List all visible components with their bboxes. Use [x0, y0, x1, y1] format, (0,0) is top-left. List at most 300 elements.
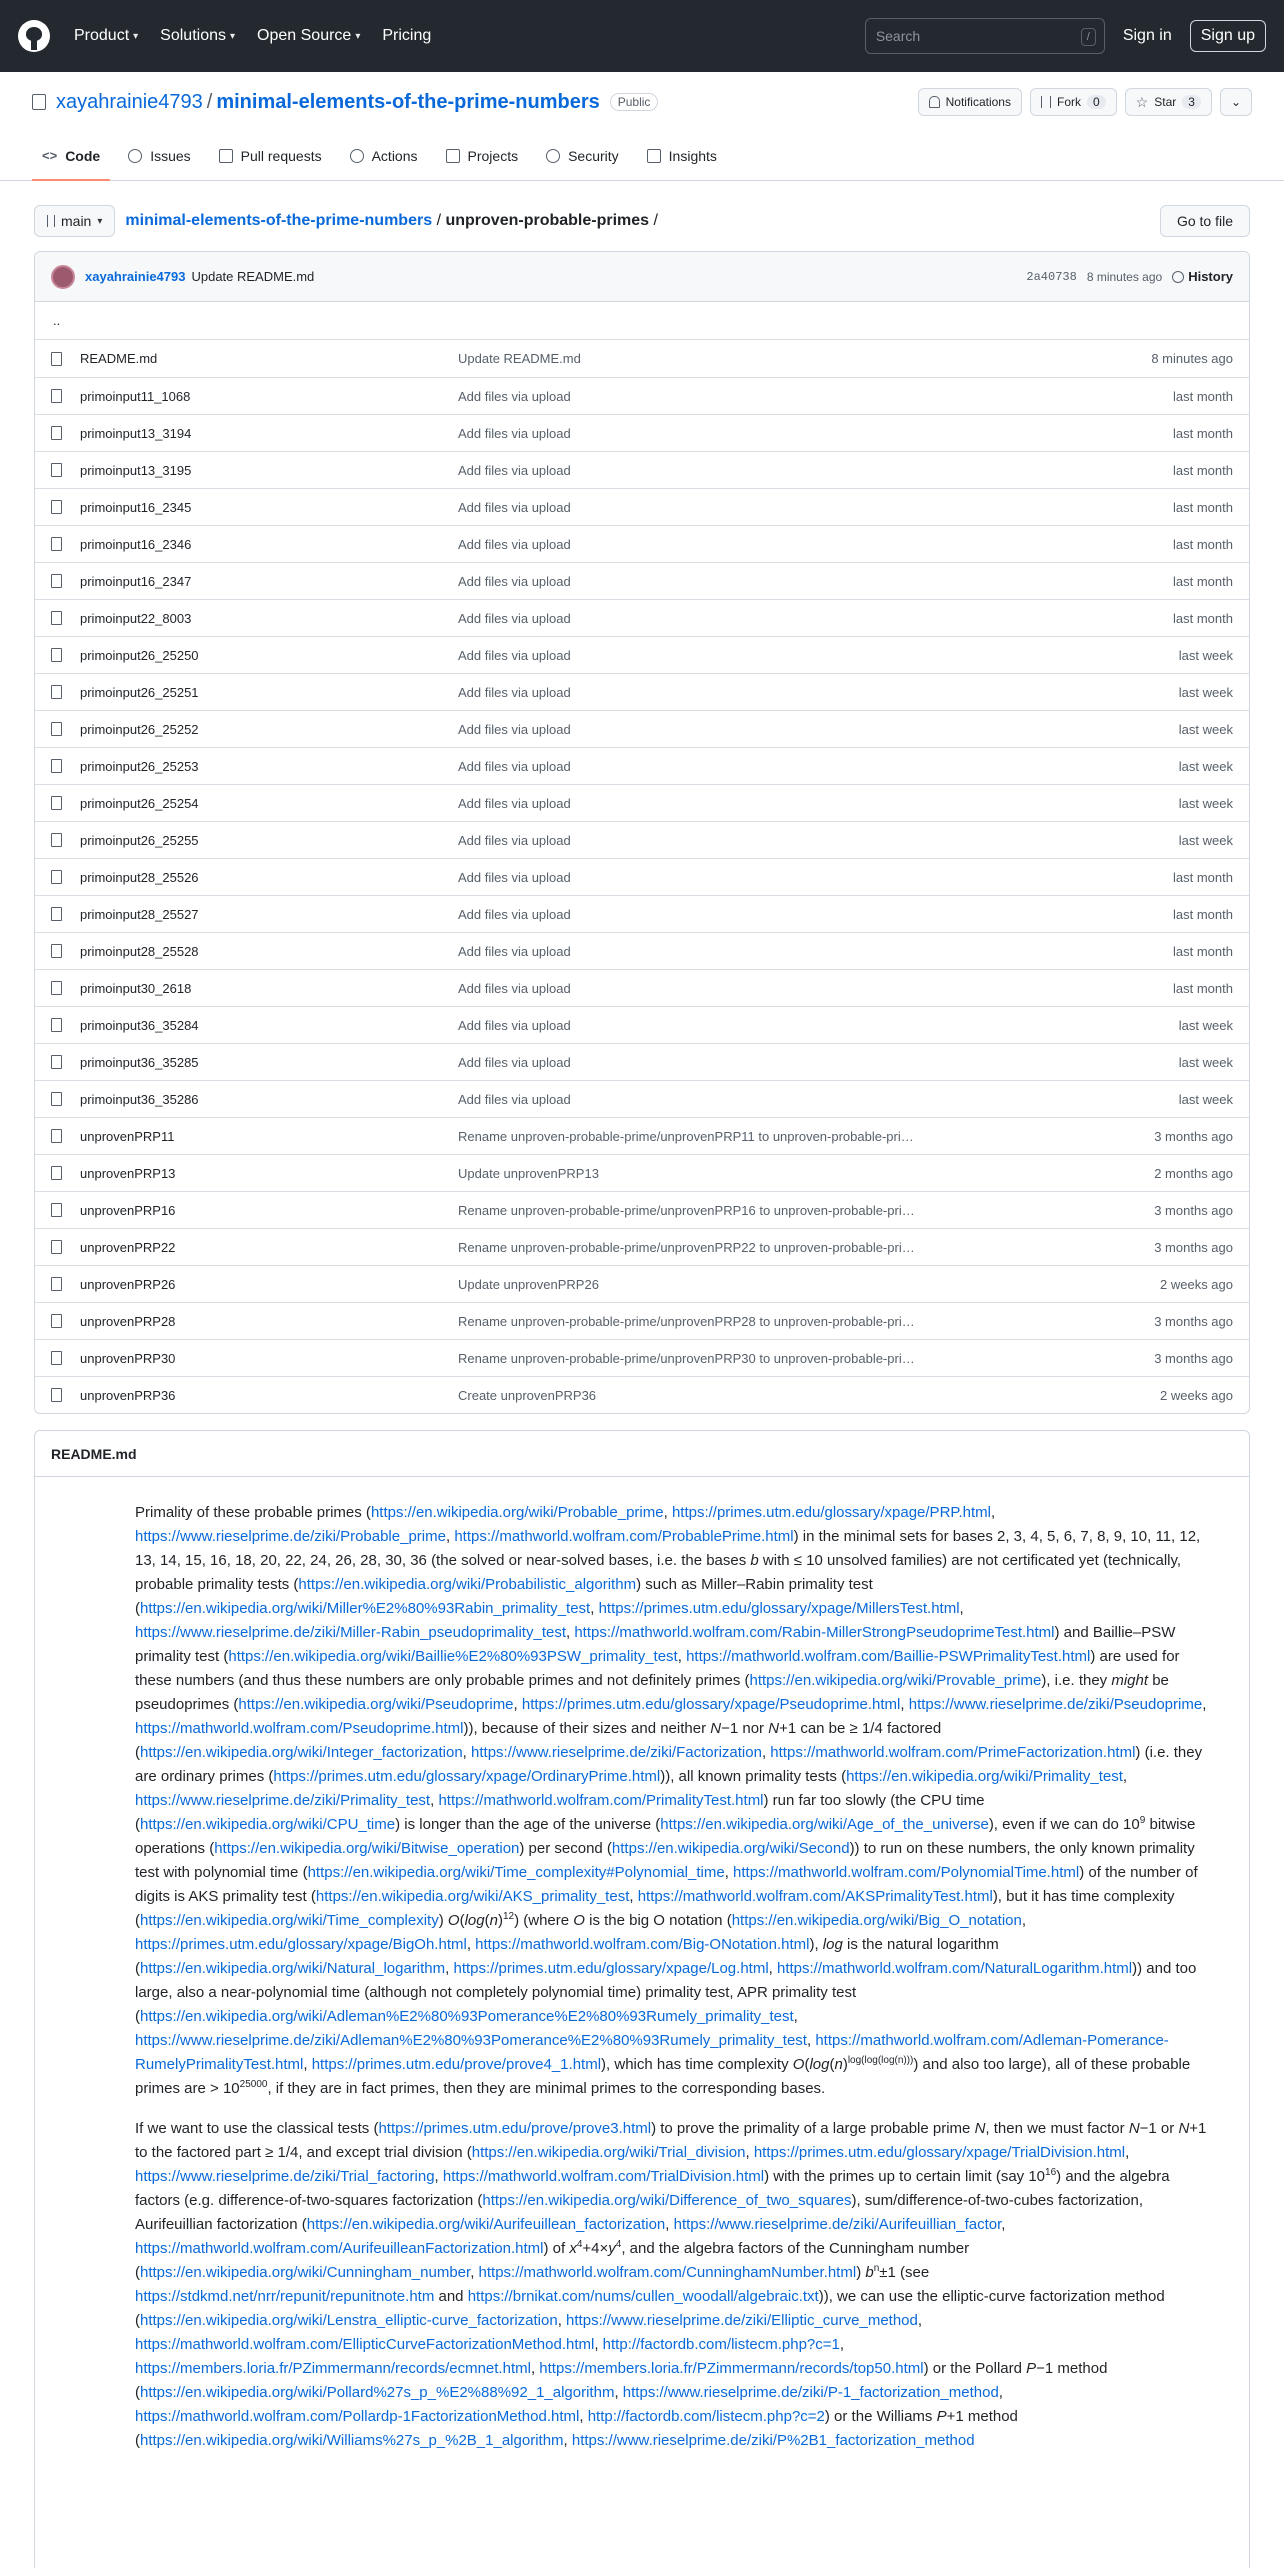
readme-text: ,: [793, 2008, 798, 2025]
file-icon: [51, 1092, 62, 1106]
readme-superscript: 4: [615, 2239, 622, 2250]
readme-link[interactable]: https://en.wikipedia.org/wiki/Miller%E2%80%93Rabin_primality_test: [140, 1600, 591, 1617]
readme-text: ,: [990, 1504, 996, 1521]
readme-italic-text: might: [1111, 1672, 1149, 1689]
breadcrumb: [125, 212, 658, 230]
readme-link[interactable]: https://stdkmd.net/nrr/repunit/repunitnote.htm: [135, 2288, 435, 2305]
file-name-link[interactable]: unprovenPRP16: [80, 1202, 176, 1218]
readme-link[interactable]: https://primes.utm.edu/glossary/xpage/Pseudoprime.html: [521, 1696, 901, 1713]
readme-superscript: log(log(log(n))): [847, 2055, 914, 2066]
table-row[interactable]: [35, 1265, 1249, 1302]
readme-text: ), which has time complexity: [601, 2056, 793, 2073]
readme-link[interactable]: https://www.rieselprime.de/ziki/Adleman%E2%80%93Pomerance%E2%80%93Rumely_primality_test: [135, 2032, 807, 2049]
table-row[interactable]: [35, 784, 1249, 821]
readme-link[interactable]: https://mathworld.wolfram.com/Baillie-PSWPrimalityTest.html: [686, 1648, 1091, 1665]
readme-text: ,: [614, 2384, 623, 2401]
file-name-link[interactable]: unprovenPRP22: [80, 1239, 176, 1255]
readme-text: ,: [445, 1960, 454, 1977]
tab-pull-requests[interactable]: Pull requests: [209, 132, 332, 180]
file-age: last month: [1173, 943, 1233, 959]
file-icon: [51, 463, 62, 477]
table-row[interactable]: [35, 1080, 1249, 1117]
file-commit-message[interactable]: Update unprovenPRP26: [458, 1276, 599, 1292]
readme-text: ) in the minimal sets for bases 2, 3, 4, 5, 6, 7, 8, 9, 10, 11, 12, 13, 14, 15, 16, 18, 20, 22, 24, 26, 28, 30, 36 (the solved or near-solved bases, i.e. the bases: [135, 1528, 1201, 1569]
file-name-link[interactable]: unprovenPRP30: [80, 1350, 176, 1366]
readme-link[interactable]: https://mathworld.wolfram.com/EllipticCurveFactorizationMethod.html: [135, 2336, 595, 2353]
readme-link[interactable]: https://primes.utm.edu/glossary/xpage/PRP.html: [671, 1504, 991, 1521]
readme-link[interactable]: https://members.loria.fr/PZimmermann/records/ecmnet.html: [135, 2360, 531, 2377]
chevron-down-icon: ▾: [355, 30, 361, 42]
file-name-link[interactable]: primoinput36_35286: [80, 1091, 199, 1107]
file-age: last week: [1178, 647, 1233, 663]
star-dropdown-button[interactable]: [1220, 88, 1252, 116]
readme-text: ,: [806, 2032, 816, 2049]
readme-link[interactable]: https://brnikat.com/nums/cullen_woodall/algebraic.txt: [467, 2288, 819, 2305]
readme-superscript: 16: [1045, 2167, 1057, 2178]
history-link[interactable]: History: [1172, 269, 1233, 284]
readme-text: ,: [513, 1696, 522, 1713]
readme-text: ) of: [543, 2240, 570, 2257]
readme-text: )), we can use the elliptic-curve factorization method (: [135, 2288, 1165, 2329]
file-commit-message[interactable]: Add files via upload: [458, 499, 571, 515]
table-row[interactable]: [35, 636, 1249, 673]
nav-product[interactable]: Product ▾: [74, 27, 139, 44]
commit-message[interactable]: Update README.md: [191, 269, 315, 284]
file-commit-message[interactable]: Add files via upload: [458, 943, 571, 959]
readme-link[interactable]: https://en.wikipedia.org/wiki/Second: [611, 1840, 850, 1857]
file-commit-message[interactable]: Add files via upload: [458, 869, 571, 885]
file-commit-message[interactable]: Add files via upload: [458, 610, 571, 626]
table-row[interactable]: [35, 340, 1249, 377]
readme-link[interactable]: https://mathworld.wolfram.com/TrialDivision.html: [442, 2168, 765, 2185]
readme-link[interactable]: https://primes.utm.edu/prove/prove3.html: [378, 2120, 652, 2137]
readme-italic-text: N: [710, 1720, 722, 1737]
readme-text: ,: [594, 2336, 603, 2353]
readme-text: ,: [563, 2432, 572, 2449]
readme-text: +1 to the factored part ≥ 1/4, and except trial division (: [135, 2120, 1207, 2161]
table-row[interactable]: [35, 821, 1249, 858]
file-commit-message[interactable]: Add files via upload: [458, 1017, 571, 1033]
readme-text: ) of the number of digits is AKS primality test (: [135, 1864, 1198, 1905]
table-row[interactable]: [35, 1006, 1249, 1043]
file-name-link[interactable]: primoinput26_25254: [80, 795, 199, 811]
table-row[interactable]: [35, 1376, 1249, 1413]
repo-icon: [32, 94, 46, 110]
file-icon: [51, 389, 62, 403]
file-name-link[interactable]: unprovenPRP11: [80, 1128, 175, 1144]
file-commit-message[interactable]: Add files via upload: [458, 647, 571, 663]
fork-icon: [1041, 96, 1051, 108]
readme-link[interactable]: https://mathworld.wolfram.com/AurifeuilleanFactorization.html: [135, 2240, 544, 2257]
readme-link[interactable]: http://factordb.com/listecm.php?c=2: [587, 2408, 825, 2425]
file-commit-message[interactable]: Add files via upload: [458, 721, 571, 737]
fork-count: 0: [1087, 95, 1106, 109]
file-name-link[interactable]: primoinput26_25255: [80, 832, 199, 848]
file-icon: [51, 1018, 62, 1032]
readme-text: , and the algebra factors of the Cunningham number (: [135, 2240, 970, 2281]
github-logo-icon[interactable]: [18, 20, 50, 52]
readme-link[interactable]: https://en.wikipedia.org/wiki/Time_complexity: [140, 1912, 439, 1929]
tab-actions[interactable]: Actions: [340, 132, 428, 180]
commit-author[interactable]: xayahrainie4793: [85, 269, 186, 284]
readme-text: (: [459, 1912, 465, 1929]
readme-text: ,: [434, 2168, 443, 2185]
nav-solutions[interactable]: Solutions ▾: [160, 27, 236, 44]
file-commit-message[interactable]: Update unprovenPRP13: [458, 1165, 599, 1181]
file-name-link[interactable]: primoinput11_1068: [80, 388, 191, 404]
file-commit-message[interactable]: Add files via upload: [458, 795, 571, 811]
star-button[interactable]: ☆ Star 3: [1125, 88, 1212, 116]
readme-text: (: [484, 1912, 490, 1929]
readme-link[interactable]: http://factordb.com/listecm.php?c=1: [602, 2336, 840, 2353]
readme-text: ,: [430, 1792, 439, 1809]
readme-italic-text: log: [822, 1936, 843, 1953]
readme-paragraph: [135, 2117, 1209, 2453]
table-row[interactable]: [35, 1302, 1249, 1339]
file-icon: [51, 1055, 62, 1069]
readme-link[interactable]: https://www.rieselprime.de/ziki/Elliptic_curve_method: [566, 2312, 918, 2329]
readme-link[interactable]: https://mathworld.wolfram.com/AKSPrimalityTest.html: [637, 1888, 993, 1905]
sign-up-button[interactable]: Sign up: [1190, 20, 1266, 52]
readme-text: ): [856, 2264, 866, 2281]
readme-text: ,: [530, 2360, 540, 2377]
table-row[interactable]: [35, 673, 1249, 710]
readme-link[interactable]: https://en.wikipedia.org/wiki/Probable_prime: [370, 1504, 664, 1521]
file-commit-message[interactable]: Add files via upload: [458, 536, 571, 552]
table-row[interactable]: [35, 562, 1249, 599]
breadcrumb-row: [0, 205, 1284, 237]
file-icon: [51, 870, 62, 884]
file-icon: [51, 759, 62, 773]
table-row[interactable]: [35, 451, 1249, 488]
readme-link[interactable]: https://primes.utm.edu/prove/prove4_1.html: [311, 2056, 602, 2073]
readme-italic-text: O: [573, 1912, 585, 1929]
file-name-link[interactable]: primoinput26_25252: [80, 721, 199, 737]
file-name-link[interactable]: primoinput28_25528: [80, 943, 199, 959]
commit-meta: [1026, 269, 1233, 284]
readme-text: with ≤ 10 unsolved families) are not certificated yet (technically, probable primality tests (: [135, 1552, 1182, 1593]
readme-link[interactable]: https://mathworld.wolfram.com/Big-ONotation.html: [475, 1936, 810, 1953]
file-icon: [51, 796, 62, 810]
readme-link[interactable]: https://mathworld.wolfram.com/CunninghamNumber.html: [478, 2264, 857, 2281]
table-row[interactable]: [35, 932, 1249, 969]
readme-text: +4×: [582, 2240, 609, 2257]
readme-link[interactable]: https://en.wikipedia.org/wiki/Williams%27s_p_%2B_1_algorithm: [140, 2432, 564, 2449]
file-commit-message[interactable]: Update README.md: [458, 351, 581, 366]
global-header: [0, 0, 1284, 72]
readme-text: −1 or: [1139, 2120, 1179, 2137]
file-icon: [51, 1203, 62, 1217]
readme-text: ,: [557, 2312, 567, 2329]
tab-insights[interactable]: Insights: [637, 132, 727, 180]
table-row[interactable]: [35, 1043, 1249, 1080]
table-row[interactable]: [35, 377, 1249, 414]
readme-link[interactable]: https://en.wikipedia.org/wiki/AKS_primality_test: [315, 1888, 630, 1905]
readme-link[interactable]: https://en.wikipedia.org/wiki/Probabilistic_algorithm: [298, 1576, 637, 1593]
readme-link[interactable]: https://www.rieselprime.de/ziki/P%2B1_factorization_method: [571, 2432, 975, 2449]
file-name-link[interactable]: unprovenPRP36: [80, 1387, 176, 1403]
readme-link[interactable]: https://www.rieselprime.de/ziki/Aurifeuillian_factor: [673, 2216, 1002, 2233]
readme-link[interactable]: https://members.loria.fr/PZimmermann/records/top50.html: [539, 2360, 924, 2377]
file-name-link[interactable]: primoinput13_3194: [80, 425, 192, 441]
readme-italic-text: log: [464, 1912, 485, 1929]
file-commit-message[interactable]: Add files via upload: [458, 388, 571, 404]
readme-italic-text: b: [865, 2264, 874, 2281]
file-name-link[interactable]: primoinput22_8003: [80, 610, 192, 626]
readme-text: ) (where: [514, 1912, 574, 1929]
file-commit-message[interactable]: Add files via upload: [458, 573, 571, 589]
file-age: last month: [1173, 869, 1233, 885]
readme-superscript: 4: [576, 2239, 583, 2250]
readme-link[interactable]: https://www.rieselprime.de/ziki/Factorization: [471, 1744, 762, 1761]
readme-italic-text: n: [489, 1912, 498, 1929]
readme-italic-text: x: [569, 2240, 577, 2257]
table-row[interactable]: [35, 1191, 1249, 1228]
file-commit-message[interactable]: Rename unproven-probable-prime/unprovenPRP16 to unproven-probable-pri…: [458, 1202, 915, 1218]
graph-icon: [647, 149, 661, 163]
readme-text: ±1 (see: [879, 2264, 930, 2281]
file-name-link[interactable]: primoinput13_3195: [80, 462, 192, 478]
readme-text: ,: [303, 2056, 312, 2073]
readme-italic-text: N: [1178, 2120, 1190, 2137]
file-age: last month: [1173, 462, 1233, 478]
star-icon: ☆: [1135, 94, 1149, 110]
readme-link[interactable]: https://mathworld.wolfram.com/Pseudoprime.html: [135, 1720, 464, 1737]
readme-text: Primality of these probable primes (: [135, 1504, 371, 1521]
table-row[interactable]: [35, 414, 1249, 451]
repo-name-link[interactable]: minimal-elements-of-the-prime-numbers: [216, 90, 600, 113]
readme-text: ,: [1021, 1912, 1027, 1929]
readme-link[interactable]: https://mathworld.wolfram.com/PolynomialTime.html: [733, 1864, 1080, 1881]
readme-italic-text: N: [974, 2120, 986, 2137]
file-age: last month: [1173, 906, 1233, 922]
file-icon: [51, 426, 62, 440]
readme-link[interactable]: https://mathworld.wolfram.com/Adleman-Pomerance-RumelyPrimalityTest.html: [135, 2032, 1169, 2073]
readme-text: ,: [470, 2264, 479, 2281]
readme-link[interactable]: https://en.wikipedia.org/wiki/Natural_logarithm: [140, 1960, 446, 1977]
chevron-down-icon: ⌄: [1230, 95, 1241, 109]
readme-superscript: 25000: [239, 2079, 268, 2090]
readme-link[interactable]: https://mathworld.wolfram.com/NaturalLogarithm.html: [777, 1960, 1133, 1977]
readme-link[interactable]: https://mathworld.wolfram.com/Pollardp-1FactorizationMethod.html: [135, 2408, 580, 2425]
readme-text: ) per second (: [519, 1840, 612, 1857]
readme-body: [35, 1477, 1249, 2453]
table-row[interactable]: [35, 525, 1249, 562]
readme-link[interactable]: https://primes.utm.edu/glossary/xpage/BigOh.html: [135, 1936, 467, 1953]
file-age: last week: [1178, 684, 1233, 700]
file-name-link[interactable]: unprovenPRP26: [80, 1276, 176, 1292]
readme-link[interactable]: https://primes.utm.edu/glossary/xpage/TrialDivision.html: [753, 2144, 1126, 2161]
readme-text: ) and Baillie–PSW primality test (: [135, 1624, 1176, 1665]
readme-text: ,: [677, 1648, 687, 1665]
file-commit-message[interactable]: Add files via upload: [458, 425, 571, 441]
readme-link[interactable]: https://mathworld.wolfram.com/PrimeFactorization.html: [770, 1744, 1136, 1761]
bell-icon: [929, 96, 940, 108]
file-icon: [51, 611, 62, 625]
readme-link[interactable]: https://en.wikipedia.org/wiki/Adleman%E2%80%93Pomerance%E2%80%93Rumely_primality_test: [140, 2008, 794, 2025]
readme-link[interactable]: https://en.wikipedia.org/wiki/Provable_prime: [749, 1672, 1042, 1689]
readme-link[interactable]: https://en.wikipedia.org/wiki/Pseudoprime: [238, 1696, 514, 1713]
readme-link[interactable]: https://en.wikipedia.org/wiki/Time_complexity#Polynomial_time: [307, 1864, 725, 1881]
file-commit-message[interactable]: Add files via upload: [458, 832, 571, 848]
readme-link[interactable]: https://mathworld.wolfram.com/Rabin-MillerStrongPseudoprimeTest.html: [574, 1624, 1055, 1641]
readme-text: is the big O notation (: [584, 1912, 732, 1929]
file-age: 8 minutes ago: [1151, 351, 1233, 366]
file-name-link[interactable]: unprovenPRP13: [80, 1165, 176, 1181]
readme-text: , then we must factor: [985, 2120, 1129, 2137]
readme-text: −1 method (: [135, 2360, 1108, 2401]
table-row[interactable]: [35, 1228, 1249, 1265]
table-row[interactable]: [35, 710, 1249, 747]
breadcrumb-root-link[interactable]: minimal-elements-of-the-prime-numbers: [125, 212, 433, 229]
table-row[interactable]: [35, 969, 1249, 1006]
file-name-link[interactable]: primoinput26_25251: [80, 684, 199, 700]
tab-security[interactable]: Security: [536, 132, 629, 180]
file-name-link[interactable]: README.md: [80, 351, 158, 366]
readme-link[interactable]: https://en.wikipedia.org/wiki/Bitwise_operation: [214, 1840, 520, 1857]
readme-link[interactable]: https://en.wikipedia.org/wiki/Trial_division: [471, 2144, 746, 2161]
nav-open-source[interactable]: Open Source ▾: [257, 27, 361, 44]
table-row[interactable]: [35, 858, 1249, 895]
breadcrumb-trailing-separator: /: [653, 212, 658, 229]
commit-hash[interactable]: 2a40738: [1026, 269, 1077, 284]
file-icon: [51, 1351, 62, 1365]
file-commit-message[interactable]: Add files via upload: [458, 1054, 571, 1070]
readme-link[interactable]: https://en.wikipedia.org/wiki/Aurifeuillean_factorization: [306, 2216, 666, 2233]
file-commit-message[interactable]: Rename unproven-probable-prime/unprovenPRP11 to unproven-probable-pri…: [458, 1128, 914, 1144]
file-age: 3 months ago: [1154, 1313, 1233, 1329]
parent-directory-link[interactable]: ..: [35, 302, 1249, 340]
readme-link[interactable]: https://en.wikipedia.org/wiki/Baillie%E2%80%93PSW_primality_test: [228, 1648, 678, 1665]
table-icon: [446, 149, 460, 163]
sign-in-link[interactable]: Sign in: [1122, 27, 1172, 44]
readme-link[interactable]: https://en.wikipedia.org/wiki/Lenstra_elliptic-curve_factorization: [140, 2312, 558, 2329]
readme-link[interactable]: https://mathworld.wolfram.com/ProbablePrime.html: [454, 1528, 794, 1545]
breadcrumb-current: unproven-probable-primes: [445, 212, 650, 229]
tab-projects[interactable]: Projects: [436, 132, 529, 180]
readme-link[interactable]: https://primes.utm.edu/glossary/xpage/OrdinaryPrime.html: [273, 1768, 661, 1785]
search-input[interactable]: Search /: [865, 18, 1105, 54]
readme-link[interactable]: https://www.rieselprime.de/ziki/P-1_factorization_method: [622, 2384, 999, 2401]
readme-text: ,: [1125, 2144, 1130, 2161]
file-name-link[interactable]: primoinput36_35285: [80, 1054, 199, 1070]
file-commit-message[interactable]: Create unprovenPRP36: [458, 1387, 597, 1403]
file-commit-message[interactable]: Add files via upload: [458, 758, 571, 774]
file-commit-message[interactable]: Rename unproven-probable-prime/unprovenPRP30 to unproven-probable-pri…: [458, 1350, 915, 1366]
table-row[interactable]: [35, 1339, 1249, 1376]
readme-link[interactable]: https://en.wikipedia.org/wiki/Primality_test: [846, 1768, 1123, 1785]
readme-link[interactable]: https://en.wikipedia.org/wiki/Difference_of_two_squares: [482, 2192, 852, 2209]
readme-link[interactable]: https://www.rieselprime.de/ziki/Miller-Rabin_pseudoprimality_test: [135, 1624, 566, 1641]
readme-link[interactable]: https://en.wikipedia.org/wiki/Big_O_notation: [731, 1912, 1022, 1929]
play-icon: [350, 149, 364, 163]
file-name-link[interactable]: primoinput26_25253: [80, 758, 199, 774]
file-commit-message[interactable]: Add files via upload: [458, 980, 571, 996]
repo-owner-link[interactable]: xayahrainie4793: [56, 90, 203, 113]
file-commit-message[interactable]: Rename unproven-probable-prime/unprovenPRP22 to unproven-probable-pri…: [458, 1239, 915, 1255]
readme-link[interactable]: https://www.rieselprime.de/ziki/Pseudoprime: [908, 1696, 1203, 1713]
table-row[interactable]: [35, 1154, 1249, 1191]
file-age: last week: [1178, 832, 1233, 848]
avatar[interactable]: [51, 265, 75, 289]
readme-italic-text: O: [447, 1912, 460, 1929]
file-name-link[interactable]: unprovenPRP28: [80, 1313, 176, 1329]
readme-text: ,: [445, 1528, 455, 1545]
file-commit-message[interactable]: Rename unproven-probable-prime/unprovenPRP28 to unproven-probable-pri…: [458, 1313, 915, 1329]
tab-issues[interactable]: Issues: [118, 132, 200, 180]
fork-button[interactable]: Fork 0: [1030, 88, 1117, 116]
file-commit-message[interactable]: Add files via upload: [458, 1091, 571, 1107]
file-icon: [51, 833, 62, 847]
readme-panel: [34, 1430, 1250, 2568]
file-name-link[interactable]: primoinput28_25526: [80, 869, 199, 885]
file-name-link[interactable]: primoinput16_2345: [80, 499, 192, 515]
readme-text: ),: [809, 1936, 823, 1953]
file-age: 2 months ago: [1154, 1165, 1233, 1181]
file-commit-message[interactable]: Add files via upload: [458, 906, 571, 922]
visibility-badge: Public: [610, 93, 659, 111]
file-name-link[interactable]: primoinput26_25250: [80, 647, 199, 663]
file-icon: [51, 907, 62, 921]
file-icon: [51, 1166, 62, 1180]
file-icon: [51, 1129, 62, 1143]
readme-text: ,: [590, 1600, 599, 1617]
table-row[interactable]: [35, 895, 1249, 932]
file-commit-message[interactable]: Add files via upload: [458, 684, 571, 700]
commit-age: 8 minutes ago: [1086, 269, 1163, 284]
table-row[interactable]: [35, 1117, 1249, 1154]
file-age: last week: [1178, 721, 1233, 737]
readme-link[interactable]: https://primes.utm.edu/glossary/xpage/Log.html: [453, 1960, 769, 1977]
repo-header: [0, 72, 1284, 181]
tab-code[interactable]: <> Code: [32, 132, 110, 180]
file-icon: [51, 1240, 62, 1254]
file-name-link[interactable]: primoinput36_35284: [80, 1017, 199, 1033]
readme-link[interactable]: https://en.wikipedia.org/wiki/Integer_factorization: [140, 1744, 463, 1761]
nav-pricing[interactable]: Pricing: [382, 27, 432, 44]
readme-link[interactable]: https://www.rieselprime.de/ziki/Trial_factoring: [135, 2168, 435, 2185]
file-age: last month: [1173, 573, 1233, 589]
readme-link[interactable]: https://en.wikipedia.org/wiki/Pollard%27s_p_%E2%88%92_1_algorithm: [140, 2384, 615, 2401]
branch-select-button[interactable]: main ▾: [34, 205, 115, 237]
file-name-link[interactable]: primoinput16_2346: [80, 536, 192, 552]
notifications-button[interactable]: Notifications: [918, 88, 1022, 116]
readme-italic-text: b: [750, 1552, 759, 1569]
readme-link[interactable]: https://primes.utm.edu/glossary/xpage/MillersTest.html: [598, 1600, 960, 1617]
file-name-link[interactable]: primoinput28_25527: [80, 906, 199, 922]
readme-link[interactable]: https://en.wikipedia.org/wiki/Cunningham_number: [140, 2264, 471, 2281]
go-to-file-button[interactable]: Go to file: [1160, 205, 1250, 237]
file-icon: [51, 981, 62, 995]
file-icon: [51, 1277, 62, 1291]
file-name-link[interactable]: primoinput16_2347: [80, 573, 192, 589]
file-commit-message[interactable]: Add files via upload: [458, 462, 571, 478]
readme-text: and: [434, 2288, 468, 2305]
readme-superscript: n: [873, 2263, 880, 2274]
table-row[interactable]: [35, 747, 1249, 784]
readme-text: )), all known primality tests (: [660, 1768, 847, 1785]
table-row[interactable]: [35, 599, 1249, 636]
readme-link[interactable]: https://en.wikipedia.org/wiki/Age_of_the_universe: [660, 1816, 989, 1833]
readme-link[interactable]: https://mathworld.wolfram.com/PrimalityTest.html: [438, 1792, 764, 1809]
readme-link[interactable]: https://www.rieselprime.de/ziki/Probable_prime: [135, 1528, 446, 1545]
readme-superscript: 12: [502, 1911, 515, 1922]
file-age: last month: [1173, 980, 1233, 996]
readme-link[interactable]: https://en.wikipedia.org/wiki/CPU_time: [140, 1816, 396, 1833]
readme-link[interactable]: https://www.rieselprime.de/ziki/Primality_test: [135, 1792, 431, 1809]
table-row[interactable]: [35, 488, 1249, 525]
file-name-link[interactable]: primoinput30_2618: [80, 980, 192, 996]
